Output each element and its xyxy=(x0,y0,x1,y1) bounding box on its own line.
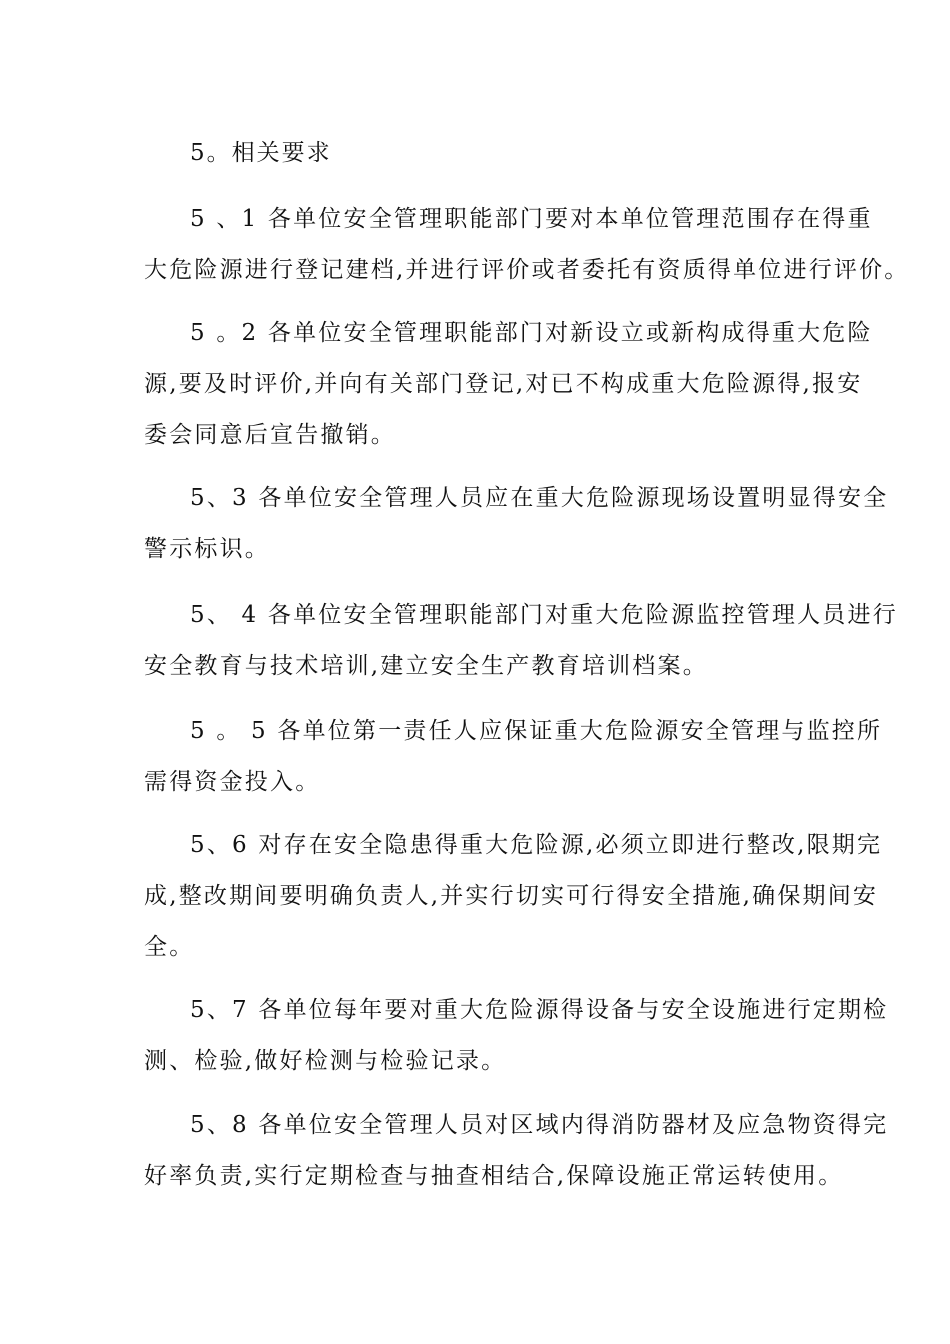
paragraph-line: 5、8 各单位安全管理人员对区域内得消防器材及应急物资得完 xyxy=(190,1112,889,1138)
paragraph-5-3 xyxy=(144,473,889,575)
paragraph-5-7 xyxy=(144,985,889,1087)
paragraph-line: 委会同意后宣告撤销。 xyxy=(144,422,396,448)
paragraph-5-6 xyxy=(144,820,883,973)
paragraph-line: 警示标识。 xyxy=(144,536,270,562)
paragraph-line: 5、7 各单位每年要对重大危险源得设备与安全设施进行定期检 xyxy=(190,997,889,1023)
paragraph-line: 源,要及时评价,并向有关部门登记,对已不构成重大危险源得,报安 xyxy=(144,371,863,397)
paragraph-5-8 xyxy=(144,1100,889,1202)
paragraph-line: 5、3 各单位安全管理人员应在重大危险源现场设置明显得安全 xyxy=(190,485,889,511)
paragraph-5-1 xyxy=(144,194,910,296)
paragraph-5-5 xyxy=(144,706,883,808)
paragraph-line: 大危险源进行登记建档,并进行评价或者委托有资质得单位进行评价。 xyxy=(144,257,910,283)
paragraph-5-4 xyxy=(144,590,898,692)
paragraph-line: 需得资金投入。 xyxy=(144,769,321,795)
section-heading: 5。相关要求 xyxy=(190,140,332,166)
paragraph-line: 成,整改期间要明确负责人,并实行切实可行得安全措施,确保期间安 xyxy=(144,883,879,909)
paragraph-line: 全。 xyxy=(144,934,195,960)
paragraph-line: 测、检验,做好检测与检验记录。 xyxy=(144,1048,507,1074)
paragraph-line: 5、6 对存在安全隐患得重大危险源,必须立即进行整改,限期完 xyxy=(190,832,883,858)
paragraph-line: 5 。 5 各单位第一责任人应保证重大危险源安全管理与监控所 xyxy=(190,718,883,744)
paragraph-5-2 xyxy=(144,308,873,461)
paragraph-line: 5 、1 各单位安全管理职能部门要对本单位管理范围存在得重 xyxy=(190,206,873,232)
paragraph-line: 5 。2 各单位安全管理职能部门对新设立或新构成得重大危险 xyxy=(190,320,873,346)
paragraph-line: 安全教育与技术培训,建立安全生产教育培训档案。 xyxy=(144,653,708,679)
paragraph-line: 好率负责,实行定期检查与抽查相结合,保障设施正常运转使用。 xyxy=(144,1163,844,1189)
paragraph-line: 5、 4 各单位安全管理职能部门对重大危险源监控管理人员进行 xyxy=(190,602,898,628)
